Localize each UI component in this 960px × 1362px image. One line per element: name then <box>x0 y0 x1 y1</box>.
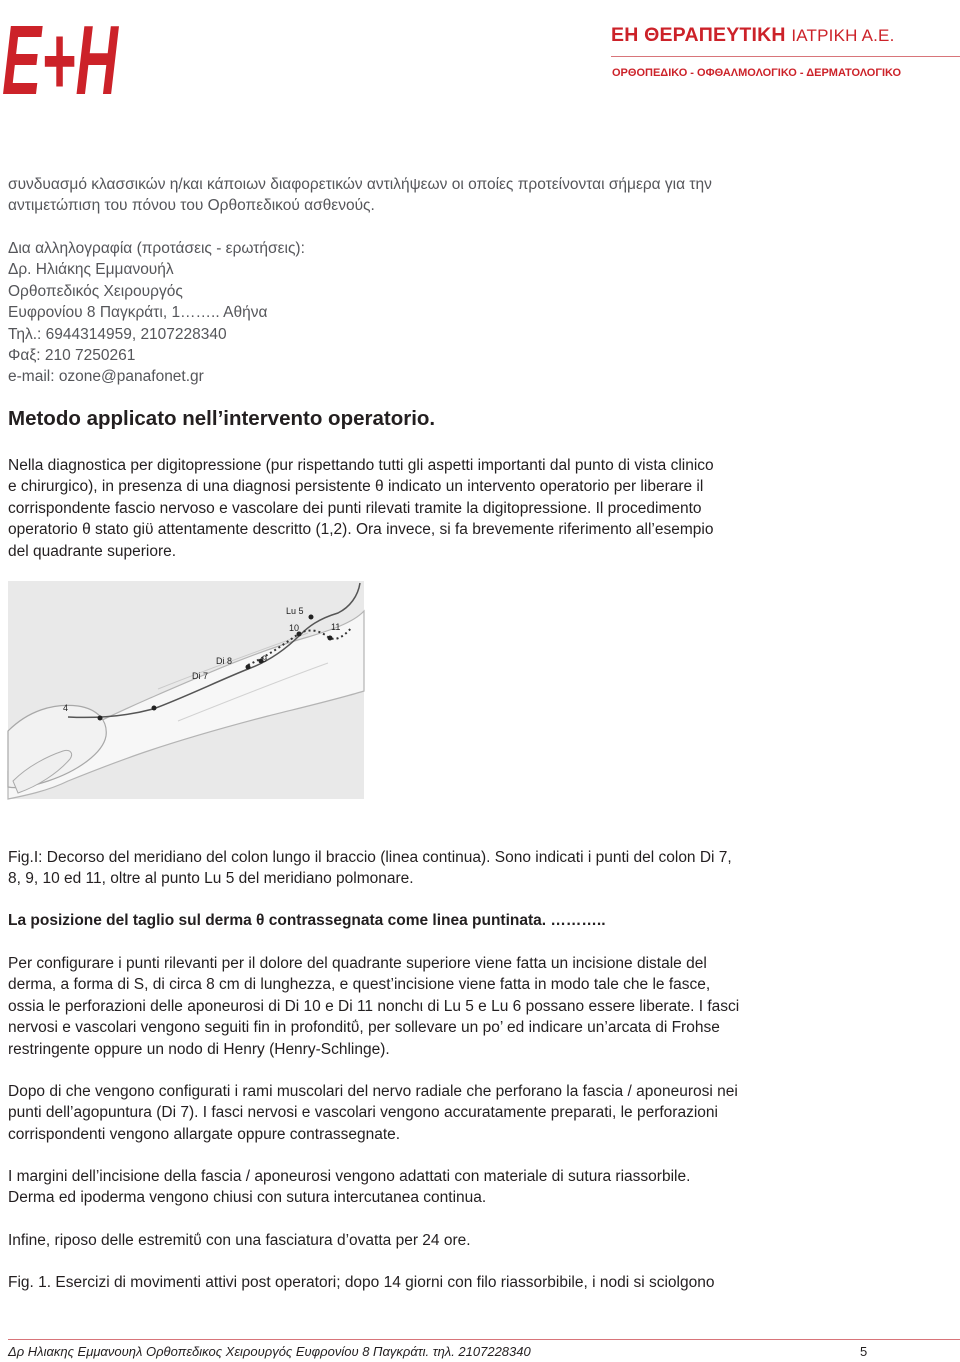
paragraph-line: restringente oppure un nodo di Henry (Henry-Schlinge). <box>8 1040 390 1058</box>
page-number: 5 <box>860 1344 868 1359</box>
contact-line: Ευφρονίου 8 Παγκράτι, 1…….. Αθήνα <box>8 304 268 322</box>
company-logo <box>0 2 122 115</box>
caption-line: Fig.I: Decorso del meridiano del colon lungo il braccio (linea continua). Sono indicati i punti del colon Di 7, <box>8 849 732 866</box>
paragraph-line: corrispondente fascio nervoso e vascolare dei punti rilevati tramite la digitopressione. Il procedimento <box>8 499 702 517</box>
intro-line: συνδυασμό κλασσικών η/και κάποιων διαφορετικών αντιλήψεων οι οποίες προτείνονται σήμερα για την <box>8 176 712 193</box>
contact-line: Ορθοπεδικός Χειρουργός <box>8 282 183 300</box>
paragraph-line: Dopo di che vengono configurati i rami muscolari del nervo radiale che perforano la fascia / aponeurosi nei <box>8 1083 738 1100</box>
paragraph-line: e chirurgico), in presenza di una diagnosi persistente θ indicato un intervento operatorio per liberare il <box>8 478 704 496</box>
caption-line: 8, 9, 10 ed 11, oltre al punto Lu 5 del meridiano polmonare. <box>8 870 414 888</box>
label-di7: Di 7 <box>192 671 209 681</box>
nerve-paragraph <box>8 1081 908 1145</box>
label-4: 4 <box>63 703 69 713</box>
paragraph-line: derma, a forma di S, di circa 8 cm di lunghezza, e quest’incisione viene fatta in modo tale che le fasce, <box>8 976 711 994</box>
label-11: 11 <box>331 622 341 632</box>
rest-paragraph: Infine, riposo delle estremitΰ con una fasciatura d’ovatta per 24 ore. <box>8 1232 471 1249</box>
contact-line: Τηλ.: 6944314959, 2107228340 <box>8 325 227 343</box>
label-di8: Di 8 <box>216 656 233 666</box>
acupoint-marker <box>328 636 333 641</box>
paragraph-line: Per configurare i punti rilevanti per il dolore del quadrante superiore viene fatta un incisione distale del <box>8 955 707 972</box>
incision-note: La posizione del taglio sul derma θ contrassegnata come linea puntinata. ……….. <box>8 912 606 929</box>
label-lu5: Lu 5 <box>286 606 304 616</box>
procedure-paragraph <box>8 953 908 1060</box>
acupoint-marker <box>152 706 157 711</box>
forearm-meridian-figure <box>8 581 364 799</box>
paragraph-line: Derma ed ipoderma vengono chiusi con sutura intercutanea continua. <box>8 1189 487 1207</box>
paragraph-line: del quadrante superiore. <box>8 542 177 560</box>
intro-line: αντιμετώπιση του πόνου του Ορθοπεδικού ασθενούς. <box>8 197 375 215</box>
contact-email: e-mail: ozone@panafonet.gr <box>8 368 204 386</box>
acupoint-marker <box>246 665 251 670</box>
suture-paragraph <box>8 1166 908 1209</box>
label-10: 10 <box>289 623 300 633</box>
label-9: 9 <box>262 654 268 664</box>
paragraph-line: ossia le perforazioni delle aponeurosi di Di 10 e Di 11 nonchι di Lu 5 e Lu 6 possano essere liberate. I fasci <box>8 997 740 1015</box>
company-name-suffix: ΙΑΤΡΙΚΗ Α.Ε. <box>791 26 895 45</box>
figure-caption <box>8 847 908 890</box>
paragraph-line: Nella diagnostica per digitopressione (pur rispettando tutti gli aspetti importanti dal punto di vista clinico <box>8 457 714 474</box>
paragraph-line: nervosi e vascolari vengono seguiti fin in profonditΰ, per sollevare un po’ ed indicare un’arcata di Frohse <box>8 1019 720 1037</box>
paragraph-line: corrispondenti vengono allargate oppure contrassegnate. <box>8 1125 401 1143</box>
diagnostics-paragraph <box>8 455 908 562</box>
footer-text: Δρ Ηλιακης Εμμανουηλ Ορθοπεδικος Χειρουργός Ευφρονίου 8 Παγκράτι. τηλ. 2107228340 <box>8 1344 531 1359</box>
company-name <box>611 24 895 47</box>
company-name-main: ΕΗ ΘΕΡΑΠΕΥΤΙΚΗ <box>611 24 786 46</box>
paragraph-line: operatorio θ stato giϋ attentamente descritto (1,2). Ora invece, si fa brevemente riferimento all’esempio <box>8 521 714 539</box>
header-divider <box>611 56 960 57</box>
intro-paragraph <box>8 174 908 217</box>
acupoint-marker <box>98 716 103 721</box>
paragraph-line: I margini dell’incisione della fascia / aponeurosi vengono adattati con materiale di sutura riassorbile. <box>8 1168 691 1185</box>
company-specialties: ΟΡΘΟΠΕΔΙΚΟ - ΟΦΘΑΛΜΟΛΟΓΙΚΟ - ΔΕΡΜΑΤΟΛΟΓΙΚΟ <box>612 67 902 79</box>
contact-block <box>8 238 908 388</box>
acupoint-marker <box>309 615 314 620</box>
contact-line: Δια αλληλογραφία (προτάσεις - ερωτήσεις): <box>8 240 305 257</box>
paragraph-line: punti dell’agopuntura (Di 7). I fasci nervosi e vascolari vengono accuratamente preparati, le perforazioni <box>8 1104 718 1122</box>
exercise-paragraph: Fig. 1. Esercizi di movimenti attivi post operatori; dopo 14 giorni con filo riassorbibile, i nodi si sciolgono <box>8 1274 715 1291</box>
contact-line: Φαξ: 210 7250261 <box>8 347 136 365</box>
contact-line: Δρ. Ηλιάκης Εμμανουήλ <box>8 261 174 279</box>
logo-text: Ε+Η <box>2 5 120 115</box>
footer-divider <box>8 1339 960 1340</box>
section-title: Metodo applicato nell’intervento operatorio. <box>8 407 436 430</box>
